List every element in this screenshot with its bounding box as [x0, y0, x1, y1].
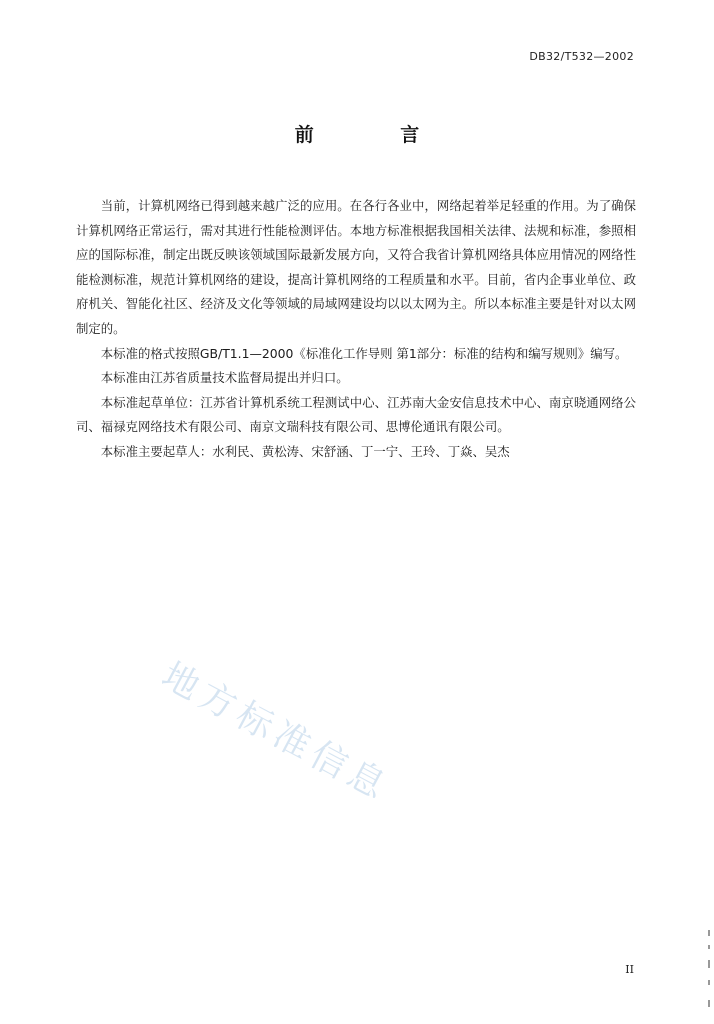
document-code: DB32/T532—2002	[529, 50, 634, 63]
scan-edge-mark	[708, 945, 710, 949]
paragraph-drafting-units: 本标准起草单位：江苏省计算机系统工程测试中心、江苏南大金安信息技术中心、南京晓通网络公司、福禄克网络技术有限公司、南京文瑞科技有限公司、思博伦通讯有限公司。	[76, 394, 636, 435]
page-number: II	[625, 963, 634, 976]
paragraph-drafters: 本标准主要起草人：水利民、黄松涛、宋舒涵、丁一宁、王玲、丁焱、吴杰	[100, 443, 510, 459]
scan-edge-mark	[708, 930, 710, 936]
scan-edge-mark	[708, 980, 710, 985]
paragraph-format: 本标准的格式按照GB/T1.1—2000《标准化工作导则 第1部分：标准的结构和编写规则》编写。	[100, 345, 628, 361]
watermark: 地方标准信息	[154, 655, 397, 810]
scan-edge-mark	[708, 960, 710, 968]
paragraph-background: 当前，计算机网络已得到越来越广泛的应用。在各行各业中，网络起着举足轻重的作用。为了确保计算机网络正常运行，需对其进行性能检测评估。本地方标准根据我国相关法律、法规和标准，参照相应的国际标准，制定出既反映该领域国际最新发展方向，又符合我省计算机网络具体应用情况的网络性能检测标准，规范计算机网络的建设，提高计算机网络的工程质量和水平。目前，省内企事业单位、政府机关、智能化社区、经济及文化等领域的局域网建设均以以太网为主。所以本标准主要是针对以太网制定的。	[76, 198, 636, 336]
page-title: 前 言	[294, 124, 460, 146]
paragraph-proposer: 本标准由江苏省质量技术监督局提出并归口。	[100, 370, 349, 386]
preface-body	[76, 194, 636, 465]
scan-edge-mark	[708, 1000, 710, 1007]
